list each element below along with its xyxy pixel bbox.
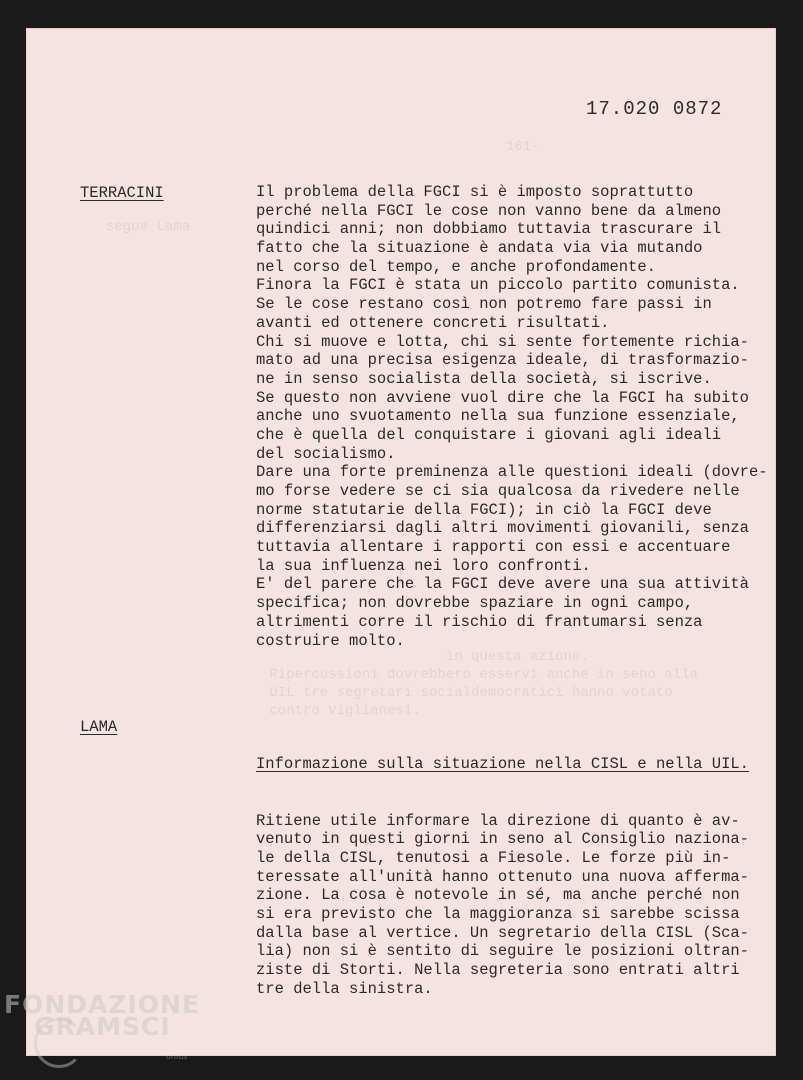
text-line: zione. La cosa è notevole in sé, ma anche perché non xyxy=(256,886,740,905)
speech-terracini xyxy=(256,183,776,650)
text-line: Il problema della FGCI si è imposto soprattutto xyxy=(256,183,694,201)
logo-line-2: GRAMSCI xyxy=(34,1012,171,1041)
fondazione-gramsci-logo xyxy=(4,990,201,1041)
speaker-terracini: TERRACINI xyxy=(80,184,164,202)
text-line: teressate all'unità hanno ottenuto una nuova afferma- xyxy=(256,867,749,886)
text-line: Se le cose restano così non potremo fare passi in xyxy=(256,295,712,314)
text-line: Ritiene utile informare la direzione di quanto è av- xyxy=(256,811,740,830)
bleed-through-mark: segue Lama xyxy=(106,219,191,235)
text-line: costruire molto. xyxy=(256,631,405,650)
text-line: avanti ed ottenere concreti risultati. xyxy=(256,313,610,332)
bleed-through-mark: 161- xyxy=(506,139,540,155)
text-line: Chi si muove e lotta, chi si sente fortemente richia- xyxy=(256,332,749,351)
text-line: le della CISL, tenutosi a Fiesole. Le forze più in- xyxy=(256,848,731,867)
text-line: dalla base al vertice. Un segretario della CISL (Sca- xyxy=(256,923,749,942)
text-line: fatto che la situazione è andata via via mutando xyxy=(256,239,703,258)
reference-number: 17.020 0872 xyxy=(586,98,723,120)
logo-line-1: FONDAZIONE xyxy=(4,990,201,1019)
text-line: perché nella FGCI le cose non vanno bene da almeno xyxy=(256,201,722,220)
text-line: mato ad una precisa esigenza ideale, di trasformazio- xyxy=(256,351,749,370)
speaker-lama: LAMA xyxy=(80,718,118,736)
text-line: venuto in questi giorni in seno al Consiglio naziona- xyxy=(256,830,749,849)
text-line: specifica; non dovrebbe spaziare in ogni campo, xyxy=(256,594,694,613)
text-line: tre della sinistra. xyxy=(256,979,433,998)
logo-ring-icon xyxy=(34,1018,84,1068)
text-line: mo forse vedere se ci sia qualcosa da rivedere nelle xyxy=(256,482,740,500)
text-line: differenziarsi dagli altri movimenti giovanili, senza xyxy=(256,519,749,538)
text-line: si era previsto che la maggioranza si sarebbe scissa xyxy=(256,904,740,923)
text-line: che è quella del conquistare i giovani agli ideali xyxy=(256,425,722,444)
text-line: ne in senso socialista della società, si iscrive. xyxy=(256,369,712,388)
text-line: E' del parere che la FGCI deve avere una sua attività xyxy=(256,575,749,594)
text-line: lia) non si è sentito di seguire le posizioni oltran- xyxy=(256,942,749,961)
text-line: ziste di Storti. Nella segreteria sono entrati altri xyxy=(256,961,740,979)
text-line: Se questo non avviene vuol dire che la FGCI ha subito xyxy=(256,388,749,407)
text-line: quindici anni; non dobbiamo tuttavia trascurare il xyxy=(256,220,722,239)
text-line: anche uno svuotamento nella sua funzione essenziale, xyxy=(256,407,740,426)
text-line: nel corso del tempo, e anche profondamente. xyxy=(256,257,656,276)
text-line: norme statutarie della FGCI); in ciò la FGCI deve xyxy=(256,500,712,519)
text-line: Dare una forte preminenza alle questioni ideali (dovre- xyxy=(256,463,768,482)
text-line: del socialismo. xyxy=(256,444,396,463)
text-line: tuttavia allentare i rapporti con essi e accentuare xyxy=(256,538,731,557)
speech-lama xyxy=(256,718,776,998)
bleed-through-mark: in questa azione. Ripercussioni dovrebbero esservi anche in seno alla UIL tre segretari socialdemocratici hanno votato contro Viglianesi. xyxy=(269,649,698,719)
text-line: Finora la FGCI è stata un piccolo partito comunista. xyxy=(256,276,740,295)
document-page xyxy=(26,28,776,1056)
text-line: altrimenti corre il rischio di frantumarsi senza xyxy=(256,612,703,631)
section-heading: Informazione sulla situazione nella CISL e nella UIL. xyxy=(256,755,749,774)
text-line: la sua influenza nei loro confronti. xyxy=(256,556,591,575)
logo-sub: onlus xyxy=(166,1052,188,1061)
